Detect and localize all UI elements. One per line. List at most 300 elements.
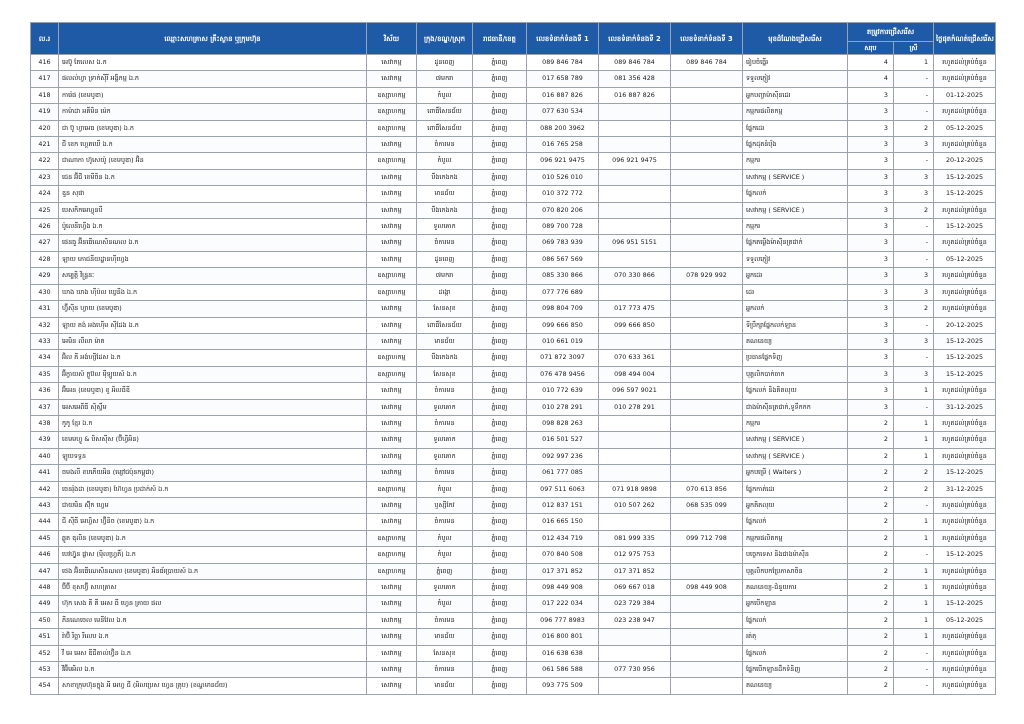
cell-female: - (894, 547, 934, 563)
cell-phone3 (671, 251, 743, 267)
cell-no: 432 (31, 317, 59, 333)
table-row (31, 301, 996, 317)
header-district: ក្រុង/ខណ្ឌ/ស្រុក (417, 23, 473, 55)
cell-no: 434 (31, 350, 59, 366)
cell-province: ភ្នំពេញ (473, 301, 527, 317)
cell-phone1: 017 222 034 (527, 596, 599, 612)
cell-position: គណនេយ្យ-ជំនួយការ (743, 580, 848, 596)
cell-deadline: 15-12-2025 (934, 333, 996, 349)
cell-deadline: រហូតដល់គ្រប់ចំនួន (934, 563, 996, 579)
cell-phone2 (599, 104, 671, 120)
cell-phone1: 016 501 527 (527, 432, 599, 448)
cell-district: ចំការមន (417, 662, 473, 678)
cell-sector: សេវាកម្ម (367, 465, 417, 481)
cell-total: 2 (848, 481, 894, 497)
cell-province: ភ្នំពេញ (473, 481, 527, 497)
cell-female: - (894, 678, 934, 694)
cell-name: អេសអេពីធី ស៊ិស្ទឹម (59, 399, 367, 415)
cell-phone3 (671, 120, 743, 136)
cell-female: 1 (894, 415, 934, 431)
cell-position: ទទួលភ្ញៀវ (743, 71, 848, 87)
cell-total: 2 (848, 415, 894, 431)
table-row (31, 87, 996, 103)
cell-district: ពោធិ៍សែនជ័យ (417, 120, 473, 136)
cell-name: វី អេ អេស ឌីជីតាល់ហ្វ៊ិន ឯ.ក (59, 645, 367, 661)
cell-deadline: 15-12-2025 (934, 596, 996, 612)
header-name: ឈ្មោះសហគ្រាស គ្រឹះស្ថាន ឬក្រុមហ៊ុន (59, 23, 367, 55)
cell-phone1: 089 700 728 (527, 219, 599, 235)
cell-province: ភ្នំពេញ (473, 678, 527, 694)
header-sector: វិស័យ (367, 23, 417, 55)
table-row (31, 366, 996, 382)
cell-deadline: រហូតដល់គ្រប់ចំនួន (934, 530, 996, 546)
cell-name: កាម៉ាដា អគីមិន ម៉េក (59, 104, 367, 120)
cell-phone3 (671, 219, 743, 235)
cell-name: ការ៉េផ (ខេមបូឌា) (59, 87, 367, 103)
cell-female: 1 (894, 629, 934, 645)
cell-district: សែនសុខ (417, 645, 473, 661)
header-phone3: លេខទំនាក់ទំនងទី 3 (671, 23, 743, 55)
cell-province: ភ្នំពេញ (473, 202, 527, 218)
table-row (31, 448, 996, 464)
header-female: ស្រី (894, 42, 934, 55)
job-listing-sheet (30, 22, 995, 695)
cell-deadline: រហូតដល់គ្រប់ចំនួន (934, 514, 996, 530)
cell-deadline: រហូតដល់គ្រប់ចំនួន (934, 55, 996, 71)
cell-deadline: រហូតដល់គ្រប់ចំនួន (934, 645, 996, 661)
cell-name: អេប៊ូ តែលេស ឯ.ក (59, 55, 367, 71)
table-row (31, 137, 996, 153)
table-row (31, 186, 996, 202)
cell-sector: សេវាកម្ម (367, 399, 417, 415)
cell-phone3 (671, 87, 743, 103)
cell-total: 3 (848, 202, 894, 218)
cell-phone3 (671, 169, 743, 185)
cell-phone3 (671, 350, 743, 366)
cell-phone1: 016 800 801 (527, 629, 599, 645)
cell-no: 446 (31, 547, 59, 563)
table-row (31, 596, 996, 612)
cell-female: 3 (894, 284, 934, 300)
cell-phone3 (671, 153, 743, 169)
cell-name: បេសកិកអេហ្វុនបី (59, 202, 367, 218)
cell-sector: សេវាកម្ម (367, 383, 417, 399)
cell-district: ទួលគោក (417, 219, 473, 235)
cell-name: ឡាយ ភោជនីយដ្ឋានហ៊ីហ្វេង (59, 251, 367, 267)
cell-female: - (894, 235, 934, 251)
cell-phone1: 089 846 784 (527, 55, 599, 71)
cell-phone2 (599, 251, 671, 267)
table-row (31, 251, 996, 267)
cell-deadline: រហូតដល់គ្រប់ចំនួន (934, 497, 996, 513)
cell-deadline: រហូតដល់គ្រប់ចំនួន (934, 629, 996, 645)
cell-district: បឹងកេងកង (417, 350, 473, 366)
cell-phone3 (671, 629, 743, 645)
cell-phone3 (671, 432, 743, 448)
cell-female: 3 (894, 169, 934, 185)
cell-phone3 (671, 104, 743, 120)
cell-total: 4 (848, 55, 894, 71)
cell-district: ចំការមន (417, 235, 473, 251)
table-row (31, 55, 996, 71)
cell-phone1: 097 511 6063 (527, 481, 599, 497)
cell-phone3 (671, 186, 743, 202)
cell-female: - (894, 497, 934, 513)
cell-position: កម្មករ (743, 415, 848, 431)
cell-phone1: 010 772 639 (527, 383, 599, 399)
table-row (31, 629, 996, 645)
cell-province: ភ្នំពេញ (473, 366, 527, 382)
cell-no: 435 (31, 366, 59, 382)
cell-district: ដូនពេញ (417, 55, 473, 71)
cell-sector: ឧស្សាហកម្ម (367, 563, 417, 579)
header-phone2: លេខទំនាក់ទំនងទី 2 (599, 23, 671, 55)
cell-sector: ឧស្សាហកម្ម (367, 104, 417, 120)
cell-phone3 (671, 284, 743, 300)
cell-province: ភ្នំពេញ (473, 219, 527, 235)
cell-phone1: 016 887 826 (527, 87, 599, 103)
cell-total: 3 (848, 137, 894, 153)
cell-district: ៧មករា (417, 71, 473, 87)
cell-female: 1 (894, 612, 934, 628)
cell-phone1: 085 330 866 (527, 268, 599, 284)
cell-no: 447 (31, 563, 59, 579)
cell-name: ជី ស៊ីធី អេហ្វិស ហ្វ៊ីនិច (ខេមបូឌា) ឯ.ក (59, 514, 367, 530)
cell-position: រត់តុ (743, 629, 848, 645)
cell-phone3: 098 449 908 (671, 580, 743, 596)
cell-province: ភ្នំពេញ (473, 399, 527, 415)
cell-district: ភ្នំពេញ (417, 563, 473, 579)
table-row (31, 399, 996, 415)
cell-phone2 (599, 219, 671, 235)
cell-no: 426 (31, 219, 59, 235)
cell-sector: ឧស្សាហកម្ម (367, 87, 417, 103)
cell-position: កម្មករផលិតកម្ម (743, 104, 848, 120)
cell-deadline: 15-12-2025 (934, 547, 996, 563)
cell-phone3 (671, 662, 743, 678)
cell-position: សេវាកម្ម ( SERVICE ) (743, 169, 848, 185)
cell-name: ថេង អ៊ិនធើណេសិនណល (ខេមបូឌា) អិនធ័រប្រាយស៍ ឯ.ក (59, 563, 367, 579)
cell-total: 2 (848, 547, 894, 563)
cell-no: 442 (31, 481, 59, 497)
cell-position: ផ្នែកបើកឡានដឹកទំនិញ (743, 662, 848, 678)
cell-deadline: 15-12-2025 (934, 219, 996, 235)
cell-name: ភីនណេចេល មេនីវែល ឯ.ក (59, 612, 367, 628)
cell-name: រ៉ាប៊ិ រិច្ឆា រីលេប ឯ.ក (59, 629, 367, 645)
cell-name: ឃាង ឃាង ហ៊ីប៉ល ឃ្វេនីង ឯ.ក (59, 284, 367, 300)
table-header (31, 23, 996, 55)
cell-phone3 (671, 612, 743, 628)
cell-phone1: 096 921 9475 (527, 153, 599, 169)
cell-province: ភ្នំពេញ (473, 580, 527, 596)
cell-phone1: 016 638 638 (527, 645, 599, 661)
cell-female: 1 (894, 514, 934, 530)
cell-sector: សេវាកម្ម (367, 186, 417, 202)
cell-province: ភ្នំពេញ (473, 497, 527, 513)
cell-phone2: 096 597 9021 (599, 383, 671, 399)
cell-no: 431 (31, 301, 59, 317)
cell-district: បឹងកេងកង (417, 202, 473, 218)
cell-no: 453 (31, 662, 59, 678)
cell-position: សេវាកម្ម ( SERVICE ) (743, 432, 848, 448)
cell-sector: សេវាកម្ម (367, 333, 417, 349)
cell-province: ភ្នំពេញ (473, 563, 527, 579)
cell-no: 436 (31, 383, 59, 399)
cell-province: ភ្នំពេញ (473, 530, 527, 546)
cell-phone1: 088 200 3962 (527, 120, 599, 136)
cell-district: កំបូល (417, 547, 473, 563)
cell-name: អ៊ិល គី អង់ហ្សីដែស ឯ.ក (59, 350, 367, 366)
cell-phone1: 098 828 263 (527, 415, 599, 431)
cell-total: 3 (848, 87, 894, 103)
cell-phone1: 071 872 3097 (527, 350, 599, 366)
cell-position: ដេរ (743, 284, 848, 300)
cell-phone2: 069 667 018 (599, 580, 671, 596)
header-phone1: លេខទំនាក់ទំនងទី 1 (527, 23, 599, 55)
cell-phone2: 081 999 335 (599, 530, 671, 546)
cell-phone1: 012 837 151 (527, 497, 599, 513)
table-row (31, 514, 996, 530)
cell-sector: សេវាកម្ម (367, 235, 417, 251)
cell-total: 3 (848, 169, 894, 185)
cell-phone1: 010 526 010 (527, 169, 599, 185)
cell-phone1: 099 666 850 (527, 317, 599, 333)
cell-phone2 (599, 415, 671, 431)
cell-no: 438 (31, 415, 59, 431)
cell-phone1: 010 372 772 (527, 186, 599, 202)
cell-female: 2 (894, 481, 934, 497)
cell-phone1: 096 777 8983 (527, 612, 599, 628)
cell-district: មានជ័យ (417, 186, 473, 202)
cell-position: ជាងម៉ាស៊ីនត្រជាក់,ទូទឹកកក (743, 399, 848, 415)
cell-deadline: រហូតដល់គ្រប់ចំនួន (934, 71, 996, 87)
cell-phone3 (671, 547, 743, 563)
cell-no: 427 (31, 235, 59, 251)
cell-female: 1 (894, 448, 934, 464)
cell-no: 419 (31, 104, 59, 120)
cell-deadline: 01-12-2025 (934, 87, 996, 103)
cell-total: 3 (848, 268, 894, 284)
cell-female: - (894, 399, 934, 415)
cell-female: 1 (894, 55, 934, 71)
cell-no: 445 (31, 530, 59, 546)
table-row (31, 71, 996, 87)
cell-deadline: 20-12-2025 (934, 317, 996, 333)
cell-name: អ៊ីក្វាយស៍ ក្លូប៊ល ម៉ីឡូយស៍ ឯ.ក (59, 366, 367, 382)
cell-no: 450 (31, 612, 59, 628)
table-row (31, 202, 996, 218)
cell-phone3: 070 613 856 (671, 481, 743, 497)
cell-province: ភ្នំពេញ (473, 251, 527, 267)
cell-female: 2 (894, 465, 934, 481)
cell-position: ផ្នែកលក់ និងគិតលុយ (743, 383, 848, 399)
cell-phone1: 098 804 709 (527, 301, 599, 317)
cell-no: 418 (31, 87, 59, 103)
cell-district: ចំការមន (417, 415, 473, 431)
cell-phone2: 071 918 9898 (599, 481, 671, 497)
table-row (31, 383, 996, 399)
cell-deadline: រហូតដល់គ្រប់ចំនួន (934, 202, 996, 218)
cell-phone3 (671, 383, 743, 399)
cell-district: ចំការមន (417, 514, 473, 530)
cell-total: 2 (848, 514, 894, 530)
cell-phone3 (671, 333, 743, 349)
cell-phone1: 069 783 939 (527, 235, 599, 251)
cell-total: 3 (848, 333, 894, 349)
cell-total: 2 (848, 596, 894, 612)
cell-sector: សេវាកម្ម (367, 415, 417, 431)
cell-phone2 (599, 465, 671, 481)
table-row (31, 678, 996, 694)
cell-phone2: 089 846 784 (599, 55, 671, 71)
cell-district: ដូនពេញ (417, 251, 473, 267)
cell-total: 2 (848, 629, 894, 645)
cell-female: 2 (894, 120, 934, 136)
cell-phone2: 077 730 956 (599, 662, 671, 678)
cell-deadline: រហូតដល់គ្រប់ចំនួន (934, 415, 996, 431)
cell-total: 2 (848, 432, 894, 448)
cell-name: ជាយមិន ស៊ុីក ហ្វេម (59, 497, 367, 513)
cell-female: 3 (894, 186, 934, 202)
cell-district: ដង្កោ (417, 284, 473, 300)
cell-province: ភ្នំពេញ (473, 55, 527, 71)
table-row (31, 497, 996, 513)
cell-total: 2 (848, 612, 894, 628)
cell-phone3 (671, 514, 743, 530)
cell-phone2: 012 975 753 (599, 547, 671, 563)
cell-deadline: រហូតដល់គ្រប់ចំនួន (934, 235, 996, 251)
cell-name: អេមិន លីលា ម៉ាត (59, 333, 367, 349)
cell-phone1: 061 777 085 (527, 465, 599, 481)
cell-deadline: 15-12-2025 (934, 350, 996, 366)
cell-deadline: 15-12-2025 (934, 366, 996, 382)
cell-phone2 (599, 186, 671, 202)
cell-phone2: 023 729 384 (599, 596, 671, 612)
cell-total: 3 (848, 153, 894, 169)
cell-district: ពោធិ៍សែនជ័យ (417, 104, 473, 120)
cell-deadline: រហូតដល់គ្រប់ចំនួន (934, 580, 996, 596)
cell-total: 2 (848, 497, 894, 513)
cell-name: ចេនរ៉ុងដា (ខេមបូឌា) ហ៊ែហ្វន ប្រដាក់ស៍ ឯ.ក (59, 481, 367, 497)
cell-total: 3 (848, 104, 894, 120)
cell-phone1: 012 434 719 (527, 530, 599, 546)
cell-position: សេវាកម្ម ( SERVICE ) (743, 448, 848, 464)
cell-province: ភ្នំពេញ (473, 186, 527, 202)
header-total: សរុប (848, 42, 894, 55)
cell-phone1: 016 665 150 (527, 514, 599, 530)
cell-province: ភ្នំពេញ (473, 432, 527, 448)
cell-total: 3 (848, 284, 894, 300)
cell-deadline: 15-12-2025 (934, 186, 996, 202)
cell-sector: សេវាកម្ម (367, 202, 417, 218)
cell-phone1: 070 820 206 (527, 202, 599, 218)
cell-name: ប៉ូលេនីហ្វើង ឯ.ក (59, 219, 367, 235)
cell-position: ផ្នែកដេរ (743, 120, 848, 136)
cell-district: ពោធិ៍សែនជ័យ (417, 317, 473, 333)
cell-sector: សេវាកម្ម (367, 251, 417, 267)
cell-sector: សេវាកម្ម (367, 448, 417, 464)
job-listing-table (30, 22, 996, 695)
cell-female: - (894, 104, 934, 120)
cell-name: ផលល់ហ្វា ទ្រាក់ស៊ីរី អង្គិកម្ម ឯ.ក (59, 71, 367, 87)
header-province: រាជធានី/ខេត្ត (473, 23, 527, 55)
cell-district: មានជ័យ (417, 333, 473, 349)
cell-no: 430 (31, 284, 59, 300)
cell-province: ភ្នំពេញ (473, 415, 527, 431)
cell-province: ភ្នំពេញ (473, 547, 527, 563)
cell-phone3 (671, 317, 743, 333)
cell-sector: សេវាកម្ម (367, 645, 417, 661)
cell-sector: សេវាកម្ម (367, 612, 417, 628)
cell-female: 1 (894, 596, 934, 612)
cell-phone3 (671, 235, 743, 251)
table-row (31, 333, 996, 349)
cell-district: ចំការមន (417, 465, 473, 481)
cell-phone3 (671, 71, 743, 87)
table-body (31, 55, 996, 695)
cell-district: បឹងកេងកង (417, 169, 473, 185)
cell-phone2: 099 666 850 (599, 317, 671, 333)
cell-phone2: 016 887 826 (599, 87, 671, 103)
cell-phone3 (671, 448, 743, 464)
cell-position: បុគ្គលិកបាក់ចាក (743, 366, 848, 382)
cell-female: 2 (894, 202, 934, 218)
cell-sector: សេវាកម្ម (367, 169, 417, 185)
cell-total: 3 (848, 366, 894, 382)
cell-district: កំបូល (417, 596, 473, 612)
cell-deadline: 20-12-2025 (934, 153, 996, 169)
cell-phone1: 017 371 852 (527, 563, 599, 579)
cell-deadline: រហូតដល់គ្រប់ចំនួន (934, 301, 996, 317)
cell-province: ភ្នំពេញ (473, 87, 527, 103)
cell-phone1: 086 567 569 (527, 251, 599, 267)
cell-phone3 (671, 137, 743, 153)
cell-phone2: 010 278 291 (599, 399, 671, 415)
header-position: មុខដំណែងជ្រើសរើស (743, 23, 848, 55)
cell-no: 423 (31, 169, 59, 185)
cell-name: បេវហ្វ៊ូន ផ្លាស (ម៉ិលហ្វ្រតិ៍) ឯ.ក (59, 547, 367, 563)
cell-phone2 (599, 678, 671, 694)
table-row (31, 284, 996, 300)
cell-total: 2 (848, 662, 894, 678)
cell-sector: សេវាកម្ម (367, 219, 417, 235)
cell-phone1: 092 997 236 (527, 448, 599, 464)
cell-province: ភ្នំពេញ (473, 153, 527, 169)
cell-no: 421 (31, 137, 59, 153)
cell-phone3 (671, 678, 743, 694)
cell-deadline: 31-12-2025 (934, 399, 996, 415)
cell-name: កូកូ ខ្មែរ ឯ.ក (59, 415, 367, 431)
cell-no: 443 (31, 497, 59, 513)
cell-phone2 (599, 137, 671, 153)
table-row (31, 268, 996, 284)
header-demand: តម្រូវការជ្រើសរើស (848, 23, 934, 42)
cell-name: ខេមមហ្វូ & បិសស៊ីស (ប៊ីហ្វីអិន) (59, 432, 367, 448)
cell-total: 3 (848, 317, 894, 333)
cell-name: ឌួន សុផា (59, 186, 367, 202)
cell-sector: ឧស្សាហកម្ម (367, 481, 417, 497)
cell-no: 451 (31, 629, 59, 645)
cell-name: ឡាយ គង់ អងហ៊ើម ស៊ីដែង ឯ.ក (59, 317, 367, 333)
cell-district: សែនសុខ (417, 301, 473, 317)
cell-sector: សេវាកម្ម (367, 662, 417, 678)
cell-phone1: 077 776 689 (527, 284, 599, 300)
cell-total: 2 (848, 645, 894, 661)
cell-phone1: 098 449 908 (527, 580, 599, 596)
cell-position: អ្នកបញ្ជាម៉ាស៊ីនដេរ (743, 87, 848, 103)
table-row (31, 612, 996, 628)
cell-deadline: 31-12-2025 (934, 481, 996, 497)
